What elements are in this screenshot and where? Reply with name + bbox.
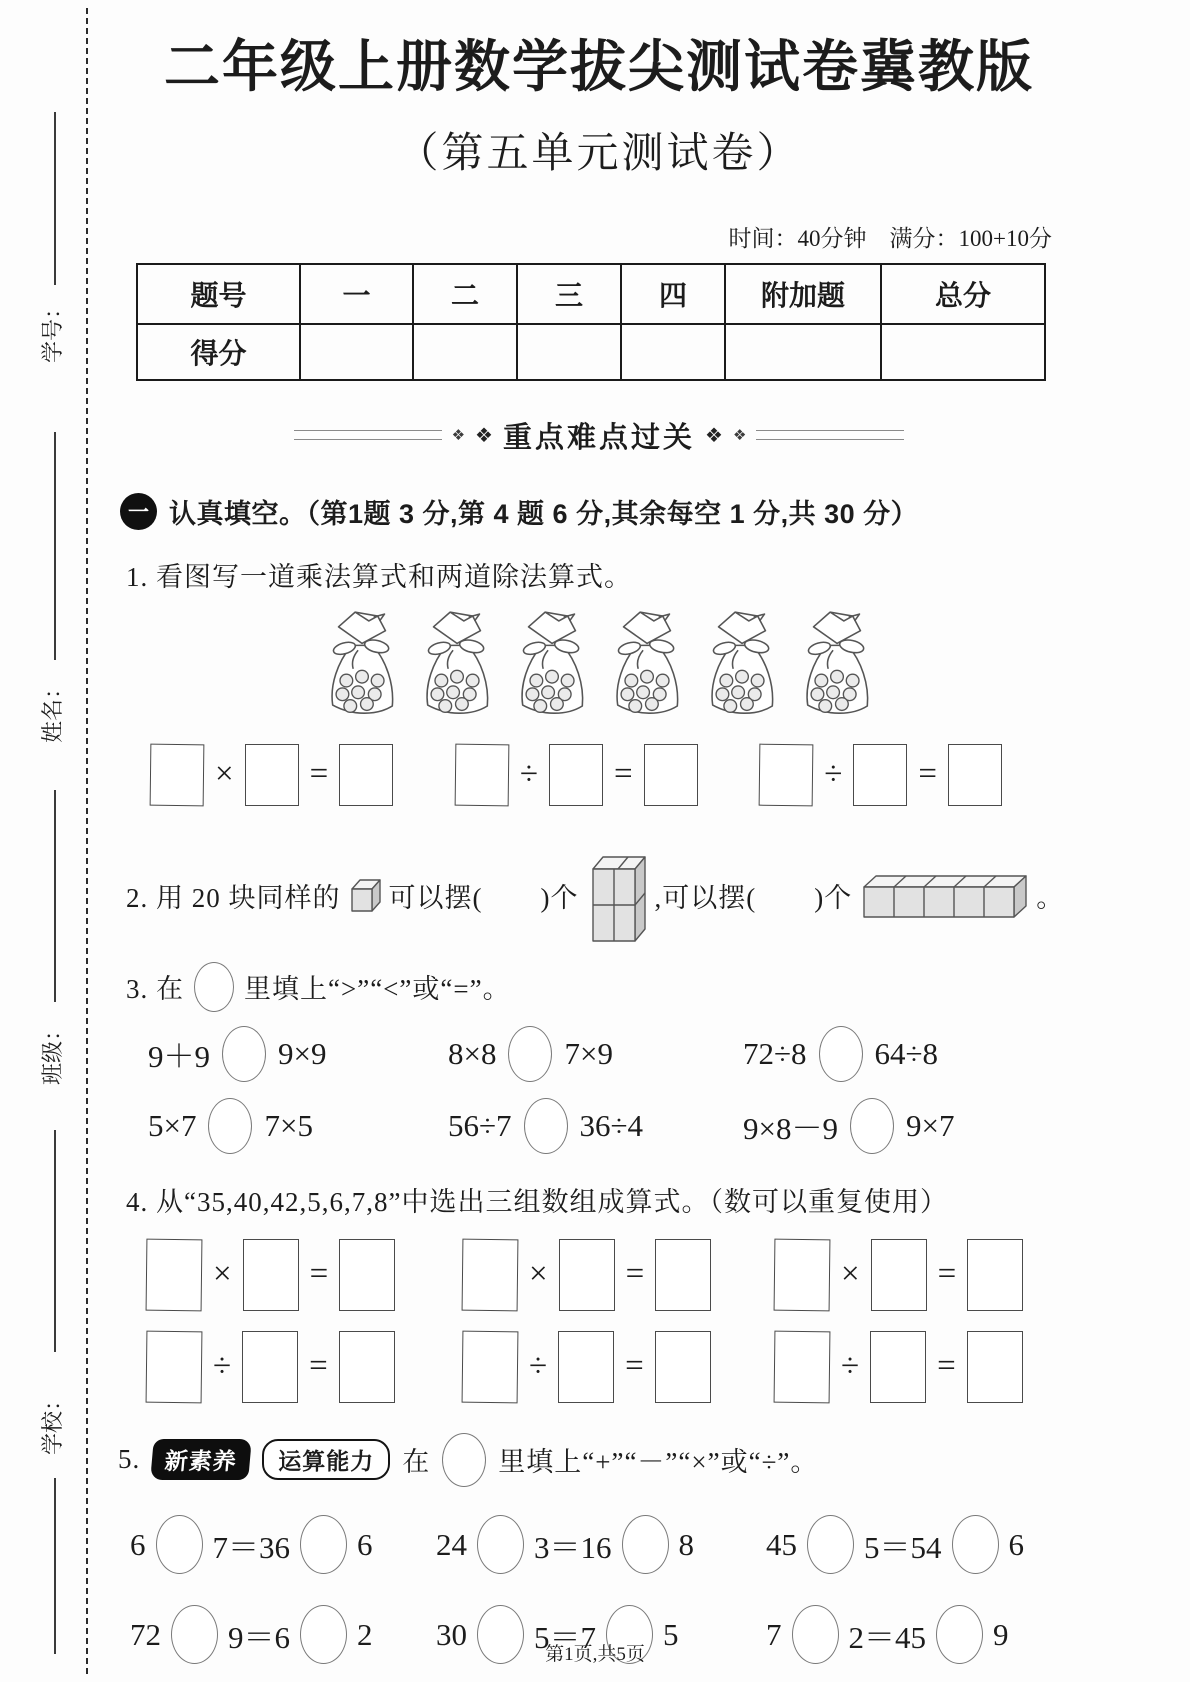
score-table xyxy=(136,263,1046,381)
bag-of-balls-icon xyxy=(603,604,691,720)
score-cell[interactable] xyxy=(881,324,1045,380)
question-2-text xyxy=(126,848,1080,944)
operand: 7 xyxy=(766,1616,782,1652)
computation-ability-badge: 运算能力 xyxy=(262,1439,390,1480)
school-label: 学校： xyxy=(40,1389,65,1456)
bag-of-balls-icon xyxy=(698,604,786,720)
answer-circle[interactable] xyxy=(442,1433,486,1487)
paper-content xyxy=(118,0,1080,1665)
q2-segment: 2. 用 20 块同样的 xyxy=(126,883,341,914)
operator: ÷ xyxy=(824,756,843,793)
fill-operator-equation xyxy=(130,1515,436,1575)
section-number-circle-badge: 一 xyxy=(120,493,157,530)
answer-box[interactable] xyxy=(339,1239,395,1311)
bags-illustration xyxy=(118,604,1080,720)
q2-segment: 。 xyxy=(1036,883,1065,914)
comparison-item xyxy=(448,1026,743,1082)
question-3-comparisons xyxy=(148,1026,1080,1154)
answer-box[interactable] xyxy=(644,744,698,806)
banner-line-left xyxy=(294,430,442,440)
right-expression: 36÷4 xyxy=(579,1107,644,1143)
operator: × xyxy=(215,756,234,793)
equals-sign: = xyxy=(614,756,633,793)
multiplication-equation xyxy=(150,744,393,806)
header-bonus: 附加题 xyxy=(725,264,881,324)
operand: 9 xyxy=(993,1616,1009,1652)
operator: ÷ xyxy=(519,756,538,793)
operand: 24 xyxy=(436,1526,467,1562)
q2-segment: ,可以摆( xyxy=(654,883,757,914)
header-total: 总分 xyxy=(881,264,1045,324)
score-cell[interactable] xyxy=(725,324,881,380)
division-equation xyxy=(146,1331,462,1403)
q5-post: 里填上“+”“－”“×”或“÷”。 xyxy=(498,1447,819,1478)
score-table-header-row xyxy=(137,264,1045,324)
score-cell[interactable] xyxy=(517,324,621,380)
fill-operator-equation xyxy=(436,1515,766,1575)
section-1-title: 认真填空。（第1题 3 分,第 4 题 6 分,其余每空 1 分,共 30 分） xyxy=(169,498,919,529)
diamond-ornament-icon: ❖ xyxy=(732,426,747,445)
division-equation xyxy=(455,744,698,806)
left-expression: 72÷8 xyxy=(743,1035,807,1071)
fill-operator-equation xyxy=(766,1515,1080,1575)
bag-of-balls-icon xyxy=(318,604,406,720)
answer-circle[interactable] xyxy=(952,1515,999,1574)
right-expression: 9×7 xyxy=(905,1107,955,1143)
comparison-item xyxy=(148,1098,448,1154)
right-expression: 7×9 xyxy=(564,1035,613,1071)
answer-box[interactable] xyxy=(245,744,299,806)
operator: × xyxy=(841,1256,860,1293)
left-expression: 9×8－9 xyxy=(743,1111,838,1147)
banner-title: 重点难点过关 xyxy=(502,421,695,454)
operand: 5＝54 xyxy=(864,1530,942,1566)
answer-box[interactable] xyxy=(774,1238,831,1311)
operand: 3＝16 xyxy=(534,1530,612,1566)
answer-box[interactable] xyxy=(243,1239,299,1311)
equals-sign: = xyxy=(309,1256,329,1293)
bottom-blank-line[interactable] xyxy=(54,1478,56,1654)
question-1-equations xyxy=(150,744,1002,806)
q2-segment: )个 xyxy=(540,883,579,914)
question-4-text: 4. 从“35,40,42,5,6,7,8”中选出三组数组成算式。（数可以重复使用） xyxy=(126,1186,948,1217)
operand: 30 xyxy=(436,1616,467,1652)
operator: × xyxy=(529,1256,548,1293)
q3-post: 里填上“>”“<”或“=”。 xyxy=(244,974,511,1005)
operand: 72 xyxy=(130,1616,161,1652)
score-cell[interactable] xyxy=(300,324,413,380)
section-1-heading xyxy=(120,492,1080,531)
answer-box[interactable] xyxy=(462,1238,519,1311)
header-part-1: 一 xyxy=(300,264,413,324)
paper-subtitle: （第五单元测试卷） xyxy=(396,130,802,177)
diamond-ornament-icon: ❖ xyxy=(451,426,466,445)
division-equation xyxy=(774,1331,1080,1403)
answer-circle[interactable] xyxy=(622,1515,669,1574)
page-number-footer: 第1页,共5页 xyxy=(545,1644,645,1665)
operator: ÷ xyxy=(841,1348,860,1385)
question-1-text: 1. 看图写一道乘法算式和两道除法算式。 xyxy=(126,561,632,592)
equals-sign: = xyxy=(625,1256,645,1293)
answer-box[interactable] xyxy=(759,743,814,806)
right-expression: 7×5 xyxy=(264,1107,313,1143)
operand: 6 xyxy=(357,1526,373,1562)
left-expression: 8×8 xyxy=(448,1035,497,1071)
q2-segment: 可以摆( xyxy=(388,883,483,914)
answer-box[interactable] xyxy=(948,744,1002,806)
school-blank-line[interactable] xyxy=(54,1130,56,1352)
operand: 8 xyxy=(678,1526,694,1562)
answer-box[interactable] xyxy=(655,1331,711,1403)
operand: 6 xyxy=(130,1526,146,1562)
operand: 2＝45 xyxy=(848,1620,926,1656)
equals-sign: = xyxy=(309,1348,328,1385)
answer-circle[interactable] xyxy=(300,1515,347,1574)
answer-box[interactable] xyxy=(558,1331,614,1403)
operand: 5＝7 xyxy=(534,1620,596,1656)
answer-box[interactable] xyxy=(870,1331,926,1403)
operand: 2 xyxy=(357,1616,373,1652)
answer-circle[interactable] xyxy=(850,1098,894,1154)
operand: 45 xyxy=(766,1526,797,1562)
header-part-4: 四 xyxy=(621,264,725,324)
answer-box[interactable] xyxy=(559,1239,615,1311)
division-equation xyxy=(462,1331,774,1403)
right-expression: 9×9 xyxy=(278,1035,327,1071)
operator: ÷ xyxy=(213,1348,232,1385)
cube-block-2x2-icon xyxy=(585,849,649,943)
answer-box[interactable] xyxy=(853,744,907,806)
answer-box[interactable] xyxy=(339,744,393,806)
operand: 9＝6 xyxy=(228,1620,290,1656)
answer-box[interactable] xyxy=(655,1239,711,1311)
answer-box[interactable] xyxy=(454,743,509,806)
bag-of-balls-icon xyxy=(413,604,501,720)
class-label: 班级： xyxy=(40,1019,65,1086)
answer-circle[interactable] xyxy=(194,962,234,1012)
q3-pre: 3. 在 xyxy=(126,974,184,1005)
question-4-multiplication-row xyxy=(146,1239,1080,1311)
answer-circle[interactable] xyxy=(807,1515,854,1574)
header-part-3: 三 xyxy=(517,264,621,324)
left-expression: 5×7 xyxy=(148,1107,197,1143)
class-blank-line[interactable] xyxy=(54,790,56,1002)
score-table-score-row xyxy=(137,324,1045,380)
answer-circle[interactable] xyxy=(156,1515,203,1574)
operand: 7＝36 xyxy=(212,1530,290,1566)
comparison-item xyxy=(148,1026,448,1082)
answer-box[interactable] xyxy=(242,1331,298,1403)
paper-title: 二年级上册数学拔尖测试卷冀教版 xyxy=(164,37,1034,99)
left-expression: 9＋9 xyxy=(148,1039,210,1075)
equals-sign: = xyxy=(918,756,937,793)
multiplication-equation xyxy=(774,1239,1080,1311)
section-banner xyxy=(118,415,1080,456)
comparison-item xyxy=(743,1098,1080,1154)
q2-segment: )个 xyxy=(814,883,853,914)
division-equation xyxy=(759,744,1002,806)
answer-circle[interactable] xyxy=(477,1515,524,1574)
name-blank-line[interactable] xyxy=(54,432,56,660)
bag-of-balls-icon xyxy=(793,604,881,720)
header-part-2: 二 xyxy=(413,264,517,324)
operator: ÷ xyxy=(529,1348,548,1385)
q5-pre: 在 xyxy=(402,1447,431,1478)
new-literacy-badge: 新素养 xyxy=(150,1439,252,1480)
multiplication-equation xyxy=(146,1239,462,1311)
equals-sign: = xyxy=(309,756,329,793)
name-label: 姓名： xyxy=(40,677,65,744)
operand: 5 xyxy=(663,1616,679,1652)
answer-box[interactable] xyxy=(339,1331,395,1403)
score-cell[interactable] xyxy=(413,324,517,380)
diamond-ornament-icon: ❖ xyxy=(475,423,493,448)
answer-circle[interactable] xyxy=(508,1026,552,1082)
time-score-info: 时间：40分钟 满分：100+10分 xyxy=(728,225,1052,251)
answer-circle[interactable] xyxy=(208,1098,252,1154)
header-question-number: 题号 xyxy=(137,264,300,324)
left-expression: 56÷7 xyxy=(448,1107,512,1143)
answer-box[interactable] xyxy=(150,743,205,806)
answer-box[interactable] xyxy=(967,1331,1023,1403)
binding-dashed-line xyxy=(86,8,88,1674)
student-id-label: 学号： xyxy=(40,297,65,364)
question-5-number: 5. xyxy=(118,1444,141,1475)
equals-sign: = xyxy=(937,1348,956,1385)
single-cube-icon xyxy=(347,876,383,916)
answer-box[interactable] xyxy=(871,1239,927,1311)
answer-circle[interactable] xyxy=(524,1098,568,1154)
cube-row-icon xyxy=(858,871,1030,921)
bag-of-balls-icon xyxy=(508,604,596,720)
answer-box[interactable] xyxy=(549,744,603,806)
answer-circle[interactable] xyxy=(819,1026,863,1082)
score-row-label: 得分 xyxy=(137,324,300,380)
banner-line-right xyxy=(756,430,904,440)
answer-box[interactable] xyxy=(967,1239,1023,1311)
equals-sign: = xyxy=(937,1256,957,1293)
question-4-division-row xyxy=(146,1331,1080,1403)
answer-box[interactable] xyxy=(146,1238,203,1311)
answer-box[interactable] xyxy=(146,1330,203,1403)
equals-sign: = xyxy=(625,1348,644,1385)
score-cell[interactable] xyxy=(621,324,725,380)
comparison-item xyxy=(448,1098,743,1154)
answer-box[interactable] xyxy=(462,1330,519,1403)
operator: × xyxy=(213,1256,232,1293)
student-id-blank-line[interactable] xyxy=(54,112,56,285)
comparison-item xyxy=(743,1026,1080,1082)
operand: 6 xyxy=(1008,1526,1024,1562)
right-expression: 64÷8 xyxy=(874,1035,939,1071)
answer-box[interactable] xyxy=(774,1330,831,1403)
multiplication-equation xyxy=(462,1239,774,1311)
answer-circle[interactable] xyxy=(222,1026,266,1082)
question-5-heading xyxy=(118,1433,1080,1487)
question-3-text xyxy=(126,962,1080,1012)
diamond-ornament-icon: ❖ xyxy=(705,423,723,448)
